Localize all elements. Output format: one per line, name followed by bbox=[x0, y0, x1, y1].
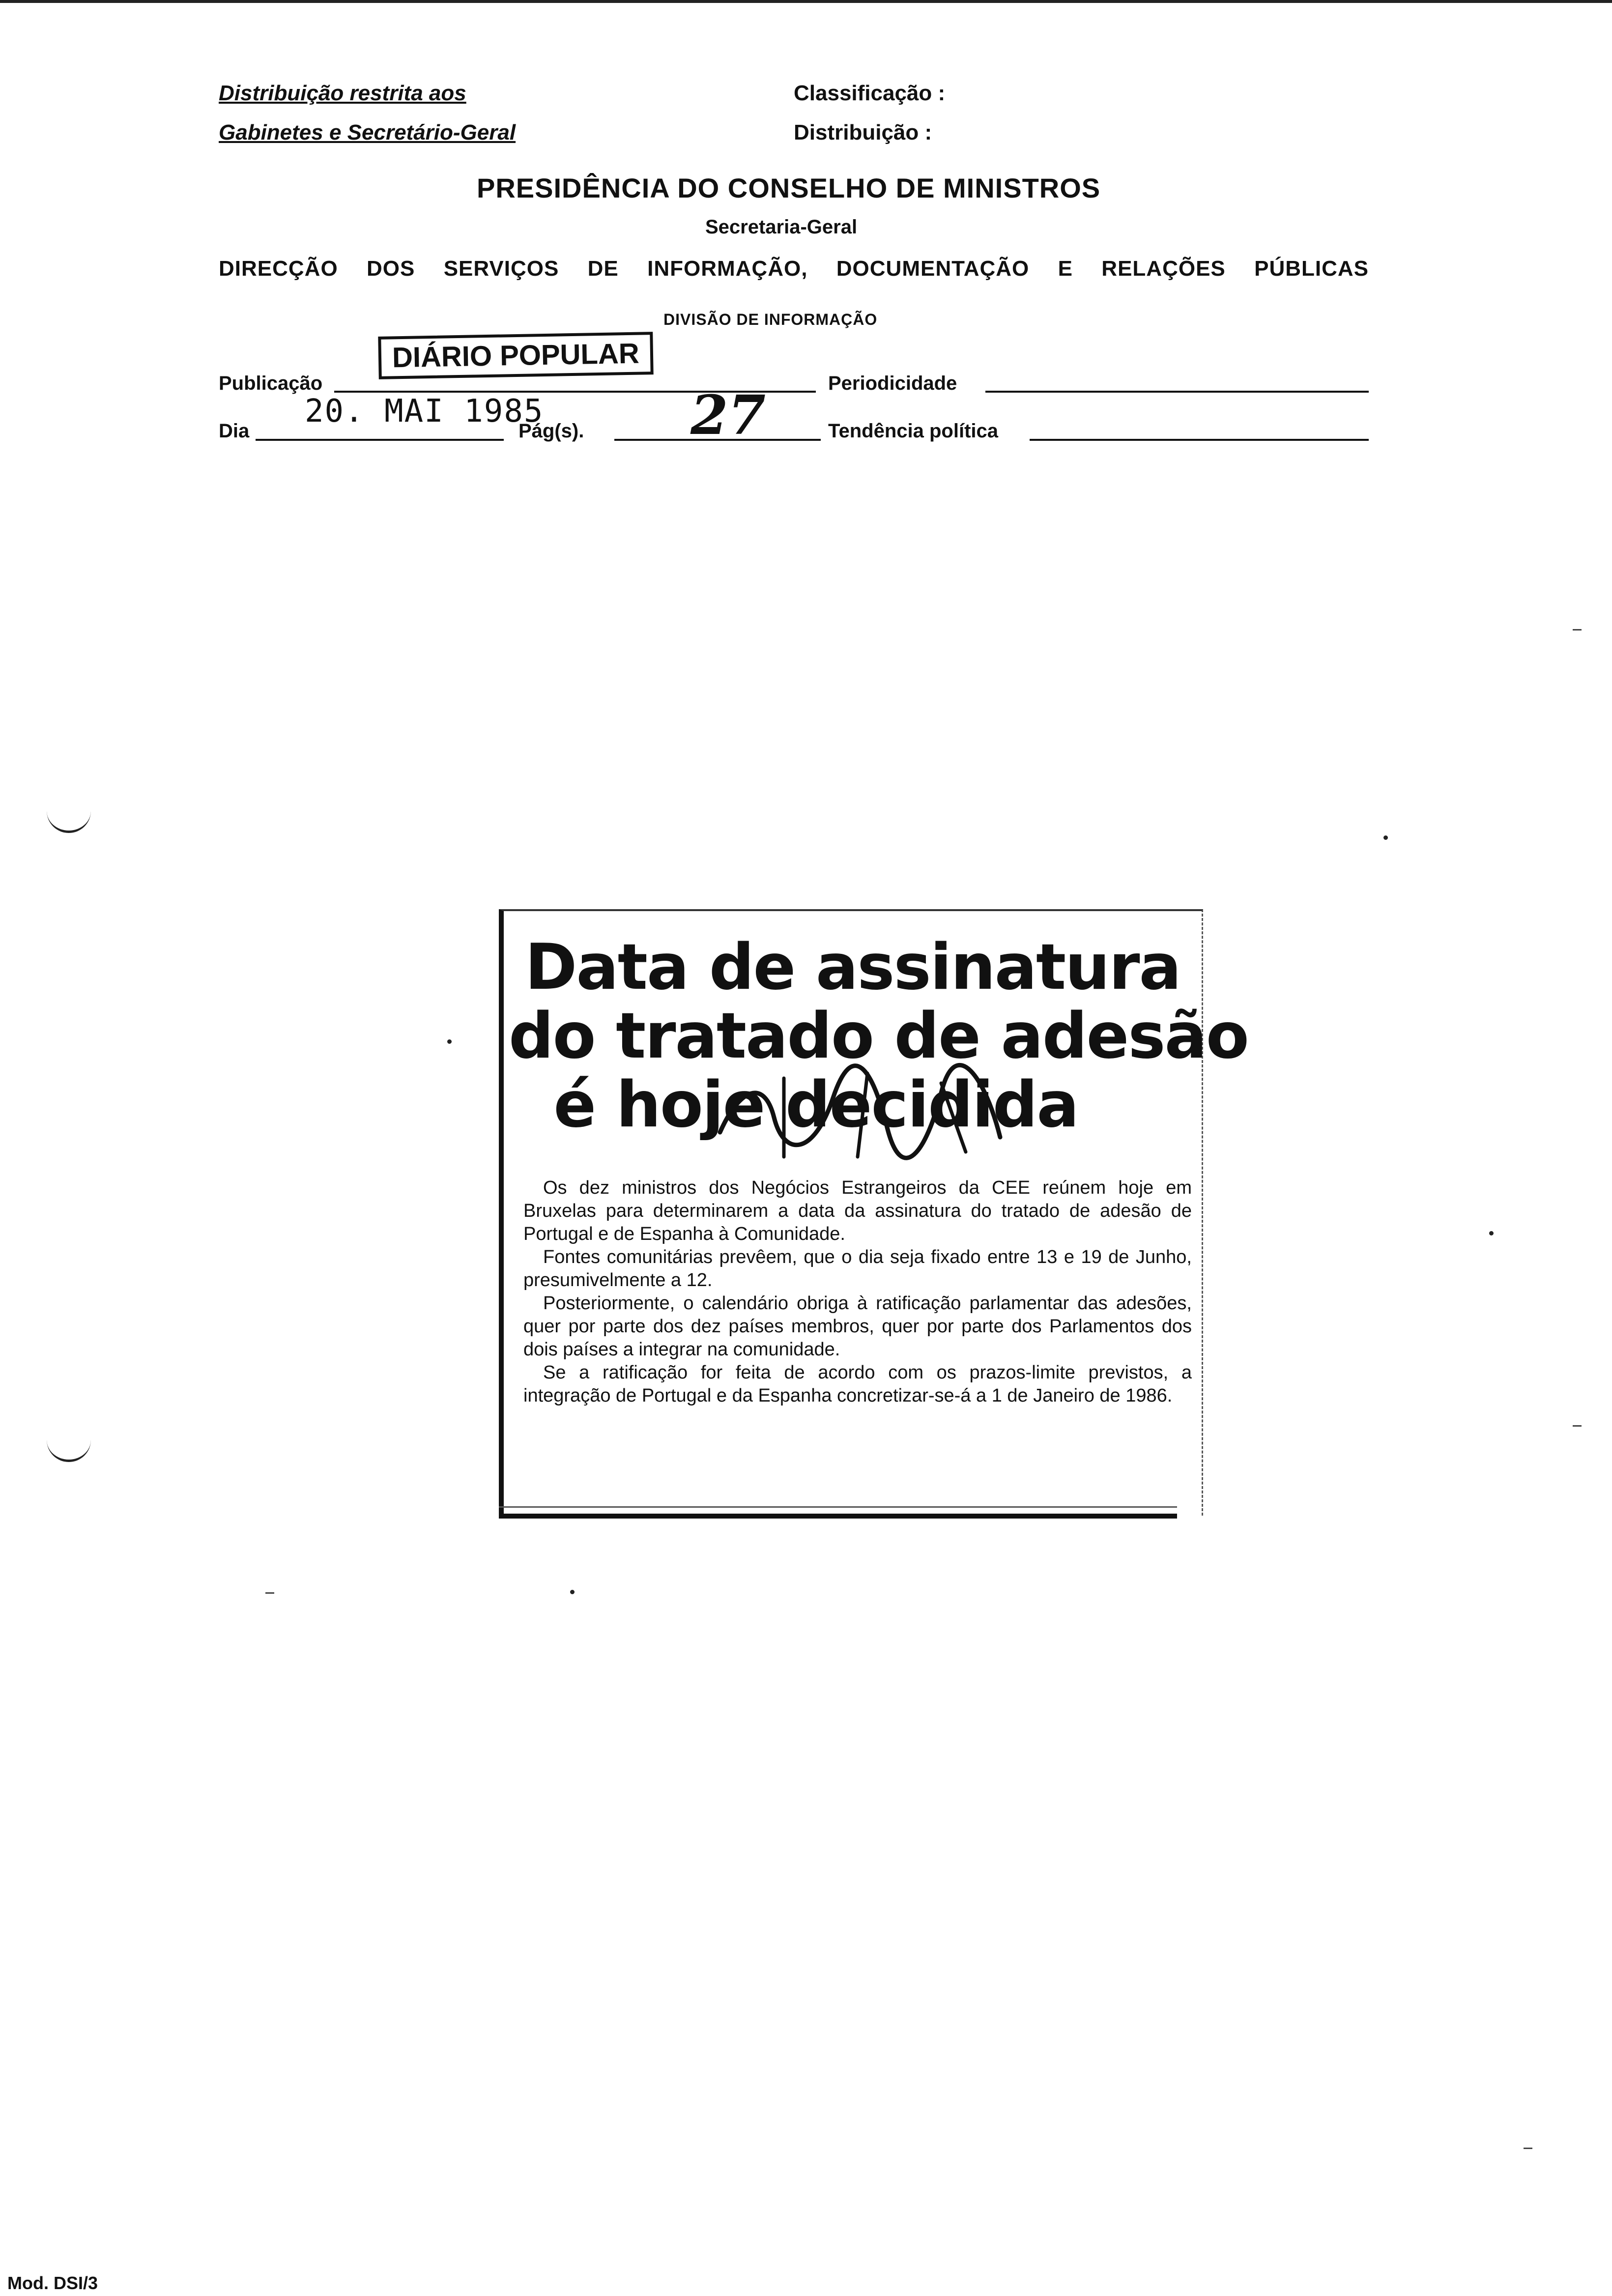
tendencia-underline bbox=[1030, 439, 1369, 441]
presidencia-title: PRESIDÊNCIA DO CONSELHO DE MINISTROS bbox=[477, 172, 1101, 203]
pag-label: Pág(s). bbox=[518, 420, 584, 442]
speck-1 bbox=[1383, 835, 1388, 840]
periodicidade-underline bbox=[985, 391, 1369, 393]
headline-line-3: é hoje decidida bbox=[553, 1068, 1078, 1142]
clipping-bottom-rule-thin bbox=[499, 1506, 1177, 1508]
pag-handwritten: 27 bbox=[691, 383, 766, 447]
classificacao-label: Classificação : bbox=[794, 81, 946, 105]
dia-underline bbox=[256, 439, 504, 441]
publicacao-label: Publicação bbox=[219, 373, 323, 394]
periodicidade-label: Periodicidade bbox=[828, 373, 957, 394]
punch-hole-mark-lower bbox=[47, 1435, 91, 1462]
tendencia-label: Tendência política bbox=[828, 420, 998, 442]
publicacao-stamp: DIÁRIO POPULAR bbox=[378, 332, 653, 379]
article-paragraph-4: Se a ratificação for feita de acordo com os prazos-limite previstos, a integração de Portugal e da Espanha concretizar-se-á a 1 de Janeiro de 1986. bbox=[523, 1362, 1192, 1406]
edge-tick-1 bbox=[1573, 629, 1582, 631]
edge-tick-4 bbox=[1524, 2148, 1532, 2149]
divisao-informacao: DIVISÃO DE INFORMAÇÃO bbox=[663, 311, 878, 328]
article-paragraph-3: Posteriormente, o calendário obriga à ratificação parlamentar das adesões, quer por parte dos dez países membros, quer por parte dos Parlamentos dos dois países a integrar na comunidade. bbox=[523, 1293, 1192, 1360]
speck-4 bbox=[447, 1039, 452, 1044]
distribuicao-label: Distribuição : bbox=[794, 120, 932, 144]
handwritten-reference-scribble bbox=[710, 1059, 1005, 1162]
article-paragraph-2: Fontes comunitárias prevêem, que o dia seja fixado entre 13 e 19 de Junho, presumivelmente a 12. bbox=[523, 1247, 1192, 1291]
article-body bbox=[523, 1177, 1192, 1407]
dia-label: Dia bbox=[219, 420, 250, 442]
edge-tick-2 bbox=[1573, 1425, 1582, 1427]
direccao-servicos: DIRECÇÃO DOS SERVIÇOS DE INFORMAÇÃO, DOCUMENTAÇÃO E RELAÇÕES PÚBLICAS bbox=[219, 257, 1369, 281]
secretaria-geral: Secretaria-Geral bbox=[705, 216, 858, 238]
speck-2 bbox=[1489, 1231, 1494, 1235]
clipping-bottom-rule bbox=[499, 1514, 1177, 1519]
headline-line-1: Data de assinatura bbox=[525, 931, 1180, 1004]
top-edge-rule bbox=[0, 0, 1612, 3]
punch-hole-mark-upper bbox=[47, 806, 91, 833]
speck-3 bbox=[570, 1590, 575, 1594]
newspaper-clipping bbox=[499, 909, 1248, 1516]
form-code: Mod. DSI/3 bbox=[7, 2273, 98, 2293]
headline-line-2: do tratado de adesão bbox=[509, 1000, 1248, 1073]
dia-stamp-date: 20. MAI 1985 bbox=[305, 393, 544, 430]
edge-tick-3 bbox=[265, 1592, 274, 1594]
distribution-restricted-line1: Distribuição restrita aos bbox=[219, 81, 466, 105]
distribution-restricted-line2: Gabinetes e Secretário-Geral bbox=[219, 120, 516, 144]
article-paragraph-1: Os dez ministros dos Negócios Estrangeiros da CEE reúnem hoje em Bruxelas para determinarem a data da assinatura do tratado de adesão de Portugal e de Espanha à Comunidade. bbox=[523, 1177, 1192, 1244]
